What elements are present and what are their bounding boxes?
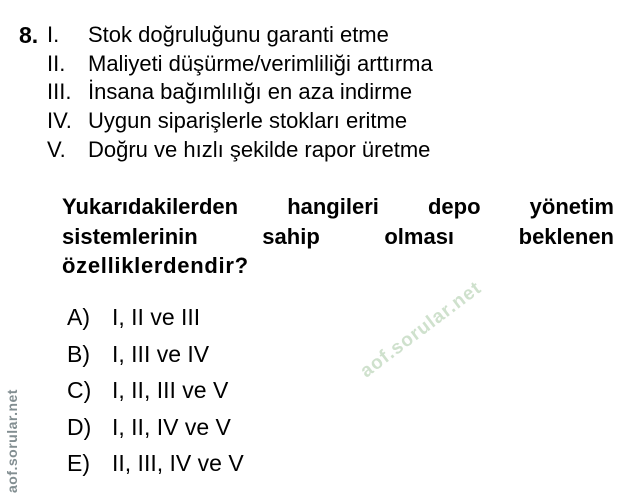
statement-text: Stok doğruluğunu garanti etme (88, 22, 389, 47)
stem-line-1: Yukarıdakilerden hangileri depo yönetim (62, 194, 614, 219)
question-stem (62, 192, 614, 281)
statement-item-2 (47, 50, 433, 79)
statement-text: Doğru ve hızlı şekilde rapor üretme (88, 136, 431, 162)
statement-text: İnsana bağımlılığı en aza indirme (88, 79, 413, 105)
question-number: 8. (19, 22, 39, 48)
options-list (67, 306, 244, 489)
option-c[interactable] (67, 379, 244, 416)
option-text: I, III ve IV (112, 340, 210, 367)
stem-line-3: özelliklerdendir? (62, 253, 249, 278)
option-text: I, II ve III (112, 304, 201, 330)
statement-numeral: II. (47, 50, 66, 76)
option-letter: A) (67, 304, 90, 330)
option-b[interactable] (67, 340, 244, 380)
statement-numeral: III. (47, 79, 72, 105)
statement-text: Uygun siparişlerle stokları eritme (88, 108, 408, 134)
watermark-diagonal: aof.sorular.net (356, 277, 486, 383)
option-text: I, II, III ve V (112, 377, 229, 404)
option-text: II, III, IV ve V (112, 450, 244, 477)
statement-item-4 (47, 107, 433, 136)
statement-text: Maliyeti düşürme/verimliliği arttırma (88, 50, 433, 76)
statement-numeral: IV. (47, 108, 72, 134)
statement-numeral: V. (47, 136, 66, 162)
option-letter: B) (67, 340, 90, 367)
option-d[interactable] (67, 413, 244, 453)
option-a[interactable] (67, 306, 244, 343)
option-e[interactable] (67, 452, 244, 489)
option-text: I, II, IV ve V (112, 413, 231, 440)
statement-list (47, 21, 433, 165)
statement-numeral: I. (47, 22, 60, 47)
option-letter: C) (67, 377, 92, 404)
stem-line-2: sistemlerinin sahip olması beklenen (62, 223, 614, 249)
statement-item-1 (47, 21, 433, 50)
watermark-vertical: aof.sorular.net (4, 389, 20, 493)
option-letter: E) (67, 450, 90, 477)
statement-item-3 (47, 78, 433, 107)
option-letter: D) (67, 413, 92, 440)
statement-item-5 (47, 136, 433, 165)
